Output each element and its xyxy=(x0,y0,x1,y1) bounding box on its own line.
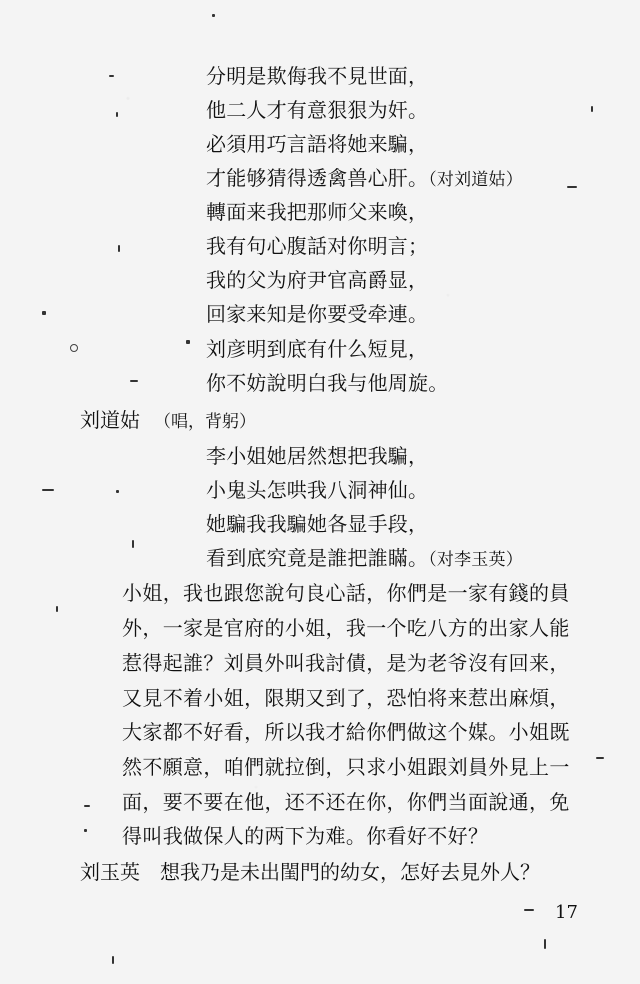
prose-line: 得叫我做保人的两下为难。你看好不好？ xyxy=(122,824,489,848)
verse-text: 才能够猜得透禽兽心肝。 xyxy=(206,166,429,190)
print-speck xyxy=(112,956,114,964)
verse-line: 轉面来我把那师父来喚， xyxy=(206,200,429,224)
verse-line-with-direction xyxy=(206,168,523,189)
print-speck xyxy=(116,490,119,493)
verse-line: 她騙我我騙她各显手段， xyxy=(206,512,429,536)
print-speck xyxy=(118,245,120,252)
prose-line: 又見不着小姐，限期又到了，恐怕将来惹出麻煩， xyxy=(122,686,570,710)
prose-line: 大家都不好看，所以我才給你們做这个媒。小姐既 xyxy=(122,720,570,744)
speaker-direction: （唱，背躬） xyxy=(154,412,256,432)
verse-line: 他二人才有意狠狠为奸。 xyxy=(206,98,429,122)
print-speck xyxy=(70,344,78,352)
verse-text: 看到底究竟是誰把誰瞞。 xyxy=(206,546,429,570)
verse-line: 刘彦明到底有什么短見， xyxy=(206,337,429,361)
speaker-line xyxy=(80,862,540,882)
print-speck xyxy=(567,186,577,188)
prose-line: 小姐，我也跟您說句良心話，你們是一家有錢的員 xyxy=(122,581,570,605)
speaker-name: 刘玉英 xyxy=(80,860,140,884)
speaker-line xyxy=(80,410,256,431)
print-speck xyxy=(212,14,215,17)
print-speck xyxy=(56,606,58,612)
speaker-name: 刘道姑 xyxy=(80,408,140,432)
page-number: 17 xyxy=(555,902,578,923)
print-speck xyxy=(116,112,118,117)
print-speck xyxy=(84,805,90,807)
verse-line: 我的父为府尹官高爵显， xyxy=(206,268,429,292)
print-speck xyxy=(596,757,604,759)
speaker-text: 想我乃是未出閨門的幼女，怎好去見外人？ xyxy=(160,860,540,884)
print-speck xyxy=(524,909,534,911)
verse-line: 回家来知是你要受牵連。 xyxy=(206,302,429,326)
verse-line: 分明是欺侮我不見世面， xyxy=(206,64,429,88)
prose-line: 然不願意，咱們就拉倒，只求小姐跟刘員外見上一 xyxy=(122,755,570,779)
print-speck xyxy=(42,311,46,315)
stage-direction: （对刘道姑） xyxy=(428,170,523,190)
print-speck xyxy=(109,75,114,77)
stage-direction: （对李玉英） xyxy=(428,550,523,570)
prose-line: 外，一家是官府的小姐，我一个吃八方的出家人能 xyxy=(122,616,570,640)
print-speck xyxy=(591,106,593,112)
verse-line: 我有句心腹話对你明言； xyxy=(206,234,429,258)
print-speck xyxy=(130,380,138,382)
verse-line: 李小姐她居然想把我騙， xyxy=(206,444,429,468)
print-speck xyxy=(42,489,54,491)
print-speck xyxy=(84,829,87,832)
verse-line: 小鬼头怎哄我八洞神仙。 xyxy=(206,478,429,502)
verse-line: 必須用巧言語将她来騙， xyxy=(206,132,429,156)
verse-line: 你不妨說明白我与他周旋。 xyxy=(206,371,449,395)
prose-line: 面，要不要在他，还不还在你，你們当面說通，免 xyxy=(122,790,570,814)
prose-line: 惹得起誰？刘員外叫我討債，是为老爷沒有回来， xyxy=(122,651,570,675)
print-speck xyxy=(186,340,190,344)
print-speck xyxy=(132,540,134,548)
verse-line-with-direction xyxy=(206,548,523,569)
print-speck xyxy=(544,939,546,949)
